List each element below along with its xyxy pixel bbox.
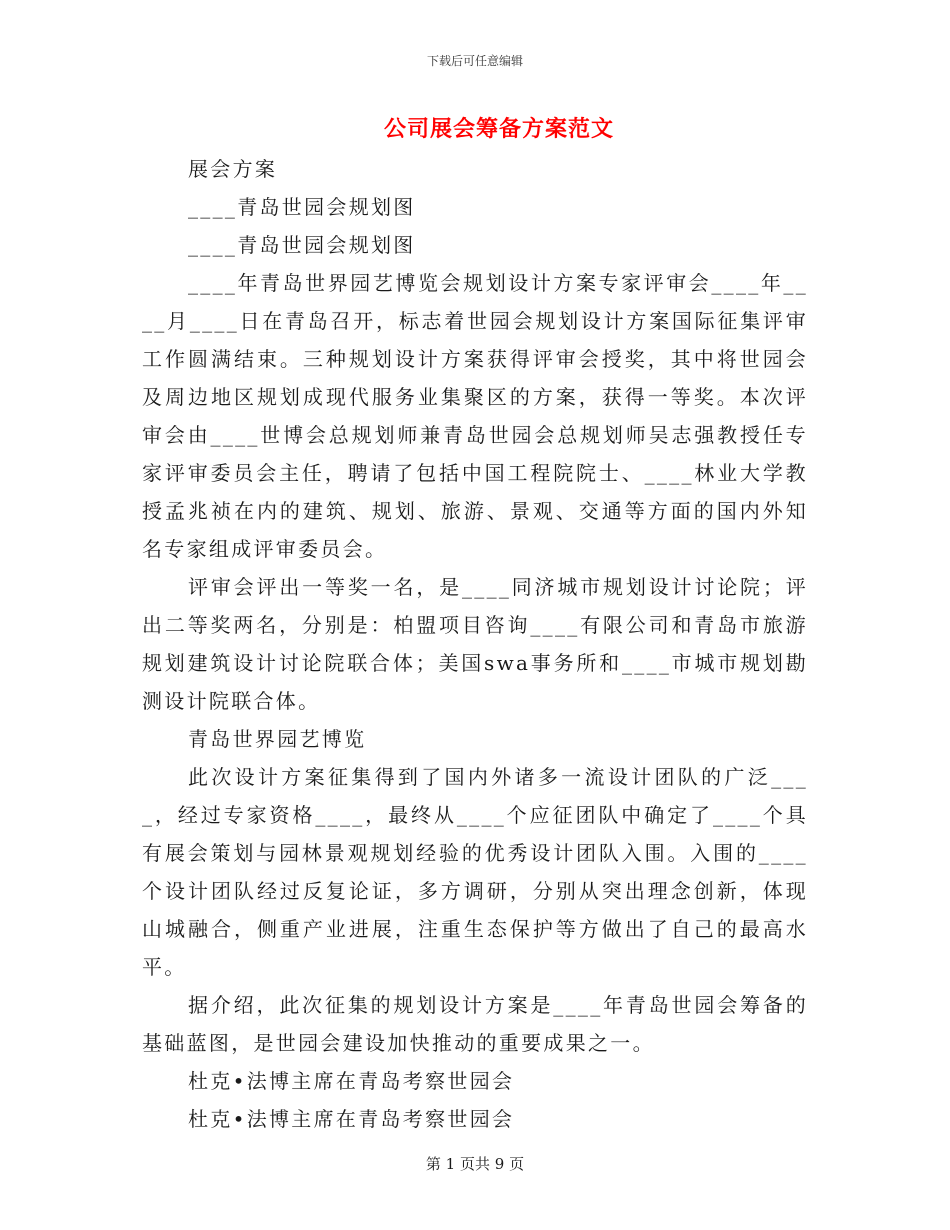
paragraph-chairman-visit-1: 杜克•法博主席在青岛考察世园会 [188, 1069, 515, 1093]
paragraph-review-meeting: ____年青岛世界园艺博览会规划设计方案专家评审会____年____月____日在青岛召开，标志着世园会规划设计方案国际征集评审工作圆满结束。三种规划设计方案获得评审会授奖，其中将世园会及周边地区规划成现代服务业集聚区的方案，获得一等奖。本次评审会由____世博会总规划师兼青岛世园会总规划师吴志强教授任专家评审委员会主任，聘请了包括中国工程院院士、____林业大学教授孟兆祯在内的建筑、规划、旅游、景观、交通等方面的国内外知名专家组成评审委员会。 [142, 271, 808, 561]
document-body [142, 150, 808, 1138]
paragraph-heading-plan: 展会方案 [188, 157, 278, 181]
paragraph-design-teams: 此次设计方案征集得到了国内外诸多一流设计团队的广泛____，经过专家资格____，最终从____个应征团队中确定了____个具有展会策划与园林景观规划经验的优秀设计团队入围。入围的____个设计团队经过反复论证，多方调研，分别从突出理念创新，体现山城融合，侧重产业进展，注重生态保护等方做出了自己的最高水平。 [142, 765, 808, 979]
document-title: 公司展会筹备方案范文 [383, 116, 614, 142]
paragraph-expo-heading: 青岛世界园艺博览 [188, 727, 367, 751]
header-note: 下载后可任意编辑 [426, 54, 523, 68]
paragraph-map-caption-1: ____青岛世园会规划图 [188, 195, 416, 219]
paragraph-map-caption-2: ____青岛世园会规划图 [188, 233, 416, 257]
paragraph-awards: 评审会评出一等奖一名，是____同济城市规划设计讨论院；评出二等奖两名，分别是：柏盟项目咨询____有限公司和青岛市旅游规划建筑设计讨论院联合体；美国swa事务所和____市城市规划勘测设计院联合体。 [142, 575, 808, 713]
page-number: 第 1 页共 9 页 [425, 1155, 525, 1173]
paragraph-chairman-visit-2: 杜克•法博主席在青岛考察世园会 [188, 1107, 515, 1131]
paragraph-blueprint: 据介绍，此次征集的规划设计方案是____年青岛世园会筹备的基础蓝图，是世园会建设加快推动的重要成果之一。 [142, 993, 808, 1055]
